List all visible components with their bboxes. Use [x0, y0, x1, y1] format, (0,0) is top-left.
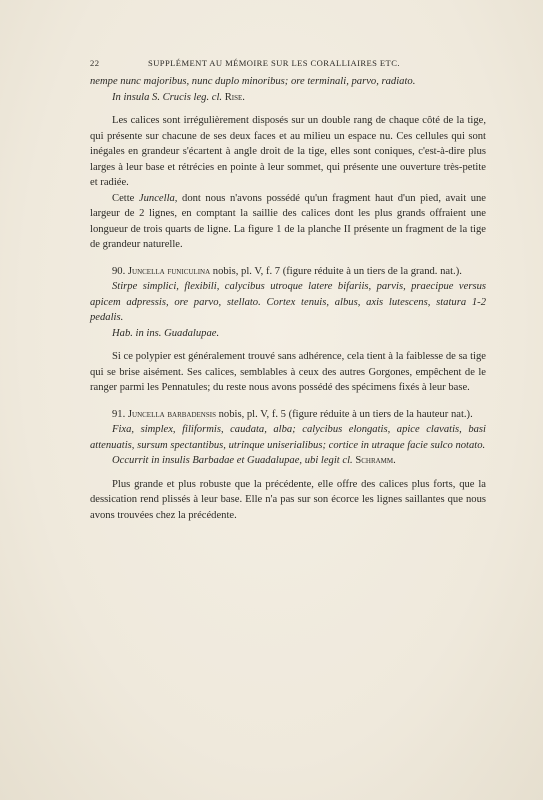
- latin-diagnosis-continued: nempe nunc majoribus, nunc duplo minoribus; ore terminali, parvo, radiato.: [90, 76, 416, 87]
- species-90-paragraph: Si ce polypier est généralement trouvé sans adhérence, cela tient à la faiblesse de sa tige qui se brise aisément. Ses calices, semblables à ceux des autres Gorgones, empêchent de le ranger parmi les Pennatules; du reste nous avons possédé des spécimens fixés à leur base.: [90, 351, 486, 393]
- species-91-habitat-line: [90, 453, 486, 469]
- para-text: dont nous n'avons possédé qu'un fragment haut d'un pied, avait une largeur de 2 lignes, en comptant la saillie des calices dont les plus grands offraient une longueur de trois quarts de ligne. La figure 1 de la planche II présente un fragment de la tige de grandeur naturelle.: [90, 192, 486, 250]
- para-text: Cette: [112, 192, 139, 204]
- genus-name: Juncella,: [138, 192, 178, 204]
- species-name: barbadensis: [167, 408, 216, 420]
- species-91-paragraph: Plus grande et plus robuste que la précédente, elle offre des calices plus forts, que la dessication rend plissés à leur base. Elle n'a pas sur son écorce les lignes saillantes que nous avons trouvées chez la précédente.: [90, 478, 486, 521]
- genus-name: Juncella: [127, 408, 165, 420]
- locality-text: In insula S. Crucis leg. cl.: [112, 91, 223, 103]
- species-reference: nobis, pl. V, f. 7 (figure réduite à un tiers de la grand. nat.).: [210, 265, 462, 277]
- species-name: funiculina: [167, 265, 211, 277]
- paragraph-calices: Les calices sont irrégulièrement disposés sur un double rang de chaque côté de la tige, qui présente sur chacune de ses deux faces et au milieu un espace nu. Ces cellules qui sont inégales en grandeur s'écartent à angle droit de la tige, elles sont coniques, c'est-à-dire plus larges à leur base et rétrécies en pointe à leur sommet, qui présente une ouverture très-petite et radiée.: [90, 115, 486, 188]
- species-91-heading: [90, 407, 486, 423]
- species-number: 90.: [112, 265, 126, 277]
- collector-name: Schramm.: [355, 455, 396, 466]
- species-91-habitat: Occurrit in insulis Barbadae et Guadalupae, ubi legit cl.: [112, 455, 353, 466]
- species-90-habitat: Hab. in ins. Guadalupae.: [112, 327, 220, 339]
- page-number: 22: [90, 58, 100, 68]
- species-reference: nobis, pl. V, f. 5 (figure réduite à un tiers de la hauteur nat.).: [215, 408, 473, 420]
- species-90-diagnosis: Stirpe simplici, flexibili, calycibus utroque latere bifariis, parvis, praecipue versus apicem adpressis, ore parvo, stellato. Cortex tenuis, albus, axis lutescens, statura 1-2 pedalis.: [90, 281, 486, 323]
- species-number: 91.: [112, 408, 126, 420]
- genus-name: Juncella: [127, 265, 165, 277]
- species-90-heading: [90, 264, 486, 280]
- paragraph-juncella: [90, 191, 486, 253]
- species-91-diagnosis: Fixa, simplex, filiformis, caudata, alba; calycibus elongatis, apice clavatis, basi attenuatis, sursum spectantibus, utrinque uniserialibus; cortice in utraque facie sulco notato.: [90, 424, 486, 451]
- locality-line: [90, 90, 486, 106]
- collector-name: Rise.: [224, 91, 245, 103]
- page-body: [90, 74, 486, 523]
- running-title: SUPPLÉMENT AU MÉMOIRE SUR LES CORALLIAIRES ETC.: [148, 58, 400, 68]
